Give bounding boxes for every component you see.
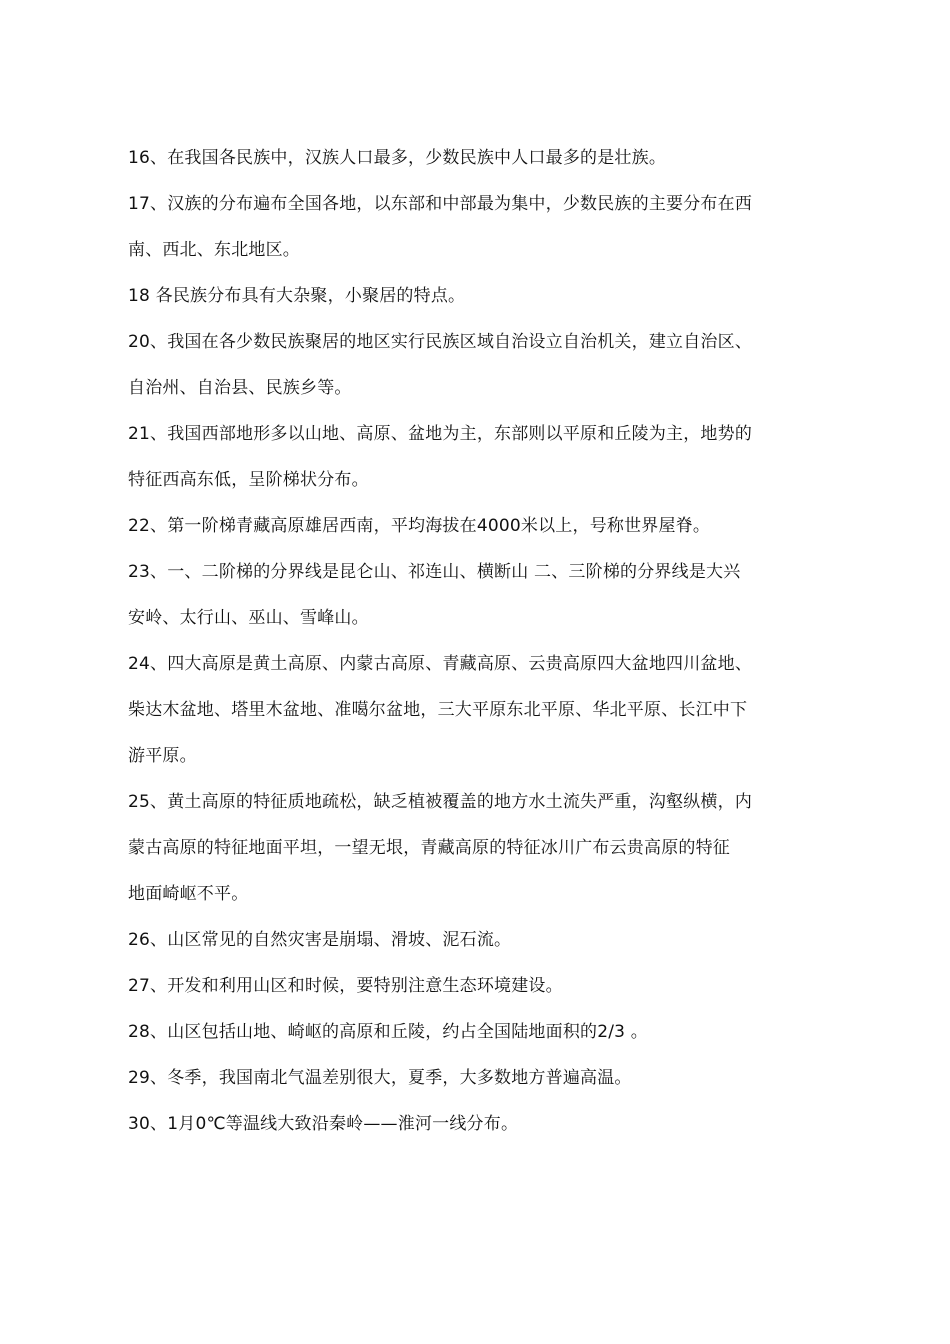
text-line-23-cont: 安岭、太行山、巫山、雪峰山。	[128, 608, 369, 628]
text-line-28: 28、山区包括山地、崎岖的高原和丘陵，约占全国陆地面积的2/3 。	[128, 1022, 648, 1042]
text-line-20: 20、我国在各少数民族聚居的地区实行民族区域自治设立自治机关，建立自治区、	[128, 332, 753, 352]
text-line-26: 26、山区常见的自然灾害是崩塌、滑坡、泥石流。	[128, 930, 512, 950]
text-line-22: 22、第一阶梯青藏高原雄居西南，平均海拔在4000米以上，号称世界屋脊。	[128, 516, 711, 536]
text-line-23: 23、一、二阶梯的分界线是昆仑山、祁连山、横断山 二、三阶梯的分界线是大兴	[128, 562, 741, 582]
text-line-24: 24、四大高原是黄土高原、内蒙古高原、青藏高原、云贵高原四大盆地四川盆地、	[128, 654, 753, 674]
text-line-25: 25、黄土高原的特征质地疏松，缺乏植被覆盖的地方水土流失严重，沟壑纵横，内	[128, 792, 753, 812]
text-line-17: 17、汉族的分布遍布全国各地，以东部和中部最为集中，少数民族的主要分布在西	[128, 194, 753, 214]
text-line-17-cont: 南、西北、东北地区。	[128, 240, 300, 260]
text-line-30: 30、1月0℃等温线大致沿秦岭——淮河一线分布。	[128, 1114, 519, 1134]
text-line-16: 16、在我国各民族中，汉族人口最多，少数民族中人口最多的是壮族。	[128, 148, 667, 168]
text-line-20-cont: 自治州、自治县、民族乡等。	[128, 378, 352, 398]
text-line-21-cont: 特征西高东低，呈阶梯状分布。	[128, 470, 369, 490]
text-line-29: 29、冬季，我国南北气温差别很大，夏季，大多数地方普遍高温。	[128, 1068, 632, 1088]
text-line-24-cont-2: 游平原。	[128, 746, 197, 766]
text-line-18: 18 各民族分布具有大杂聚，小聚居的特点。	[128, 286, 466, 306]
text-line-27: 27、开发和利用山区和时候，要特别注意生态环境建设。	[128, 976, 563, 996]
document-body	[128, 148, 868, 1134]
text-line-25-cont-1: 蒙古高原的特征地面平坦，一望无垠，青藏高原的特征冰川广布云贵高原的特征	[128, 838, 730, 858]
text-line-24-cont-1: 柴达木盆地、塔里木盆地、准噶尔盆地，三大平原东北平原、华北平原、长江中下	[128, 700, 748, 720]
text-line-25-cont-2: 地面崎岖不平。	[128, 884, 249, 904]
text-line-21: 21、我国西部地形多以山地、高原、盆地为主，东部则以平原和丘陵为主，地势的	[128, 424, 753, 444]
